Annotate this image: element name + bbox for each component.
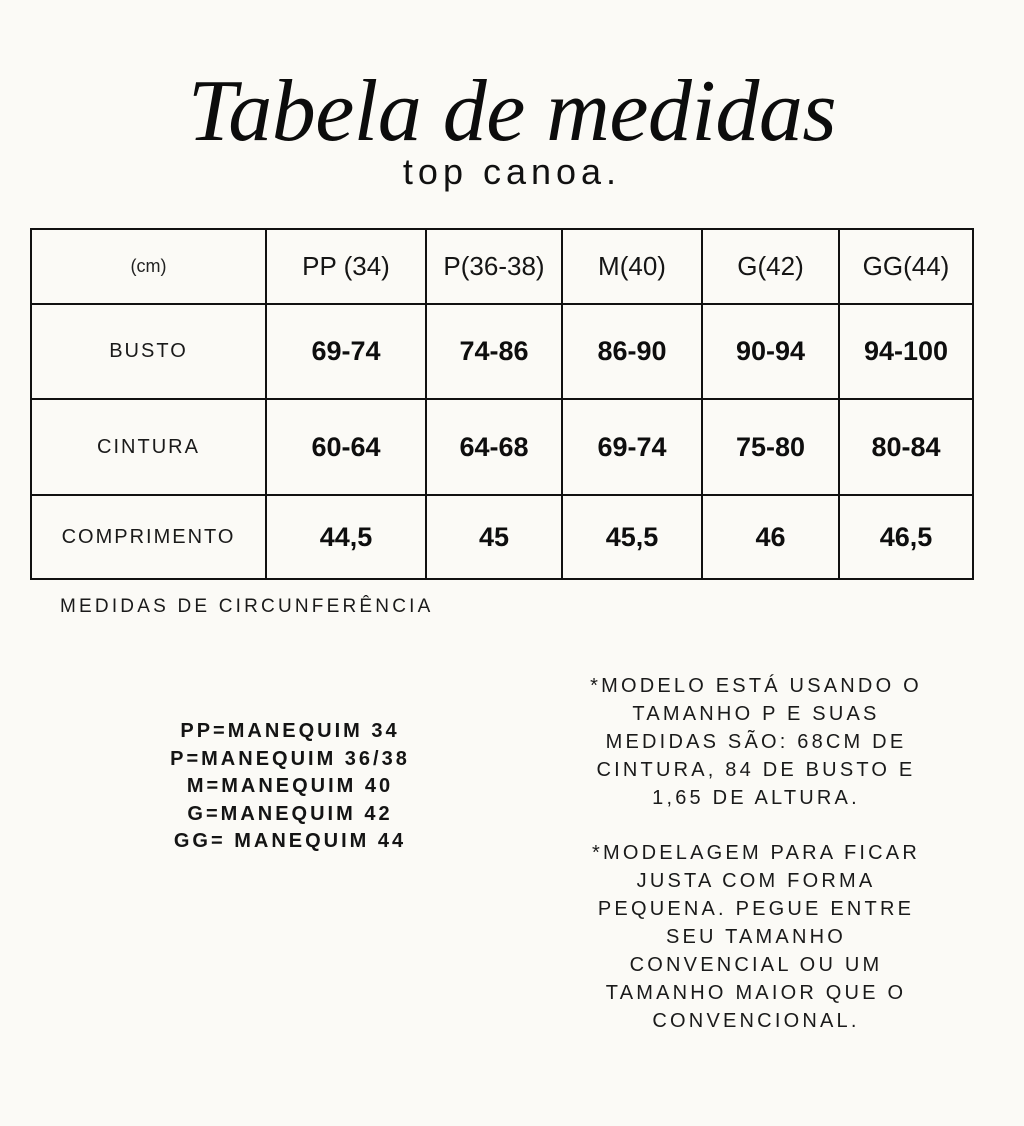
list-item: G=MANEQUIM 42	[187, 802, 393, 825]
table-cell: 69-74	[266, 304, 426, 399]
page-subtitle: top canoa.	[402, 151, 622, 192]
column-header: PP (34)	[266, 229, 426, 304]
list-item: GG= MANEQUIM 44	[173, 830, 407, 852]
table-row	[31, 495, 973, 579]
fit-note-line: PEQUENA. PEGUE ENTRE	[597, 898, 915, 920]
fit-note-line: CONVENCIAL OU UM	[629, 954, 883, 976]
row-label: CINTURA	[31, 399, 266, 495]
column-header: GG(44)	[839, 229, 973, 304]
table-cell: 64-68	[426, 399, 562, 495]
row-label: BUSTO	[31, 304, 266, 399]
table-cell: 90-94	[702, 304, 839, 399]
model-note-line: TAMANHO P E SUAS	[632, 703, 880, 725]
table-cell: 94-100	[839, 304, 973, 399]
fit-note-line: CONVENCIONAL.	[652, 1010, 860, 1032]
table-cell: 75-80	[702, 399, 839, 495]
table-row	[31, 399, 973, 495]
notes-block	[566, 672, 946, 1035]
table-cell: 80-84	[839, 399, 973, 495]
table-row	[31, 304, 973, 399]
table-header-row	[31, 229, 973, 304]
table-cell: 60-64	[266, 399, 426, 495]
model-note-line: *MODELO ESTÁ USANDO O	[590, 675, 922, 697]
list-item: P=MANEQUIM 36/38	[170, 747, 410, 770]
model-note-line: CINTURA, 84 DE BUSTO E	[596, 759, 916, 781]
fit-note-line: *MODELAGEM PARA FICAR	[592, 842, 920, 864]
fit-note-line: JUSTA COM FORMA	[636, 870, 876, 892]
table-cell: 86-90	[562, 304, 702, 399]
unit-label: (cm)	[31, 229, 266, 304]
list-item: M=MANEQUIM 40	[186, 775, 394, 797]
table-cell: 44,5	[266, 495, 426, 579]
table-cell: 74-86	[426, 304, 562, 399]
table-cell: 45,5	[562, 495, 702, 579]
fit-note-line: SEU TAMANHO	[665, 926, 847, 948]
table-cell: 45	[426, 495, 562, 579]
column-header: P(36-38)	[426, 229, 562, 304]
fit-note-line: TAMANHO MAIOR QUE O	[605, 982, 907, 1004]
column-header: M(40)	[562, 229, 702, 304]
table-cell: 46	[702, 495, 839, 579]
notes-spacer	[566, 812, 946, 839]
row-label: COMPRIMENTO	[31, 495, 266, 579]
model-note-line: 1,65 DE ALTURA.	[652, 787, 860, 809]
table-cell: 69-74	[562, 399, 702, 495]
mannequin-list	[130, 718, 450, 856]
table-cell: 46,5	[839, 495, 973, 579]
model-note-line: MEDIDAS SÃO: 68CM DE	[605, 731, 907, 753]
page-title: Tabela de medidas	[187, 63, 837, 160]
list-item: PP=MANEQUIM 34	[180, 720, 400, 742]
size-chart-table	[30, 228, 974, 580]
circumference-note: MEDIDAS DE CIRCUNFERÊNCIA	[60, 596, 434, 617]
column-header: G(42)	[702, 229, 839, 304]
